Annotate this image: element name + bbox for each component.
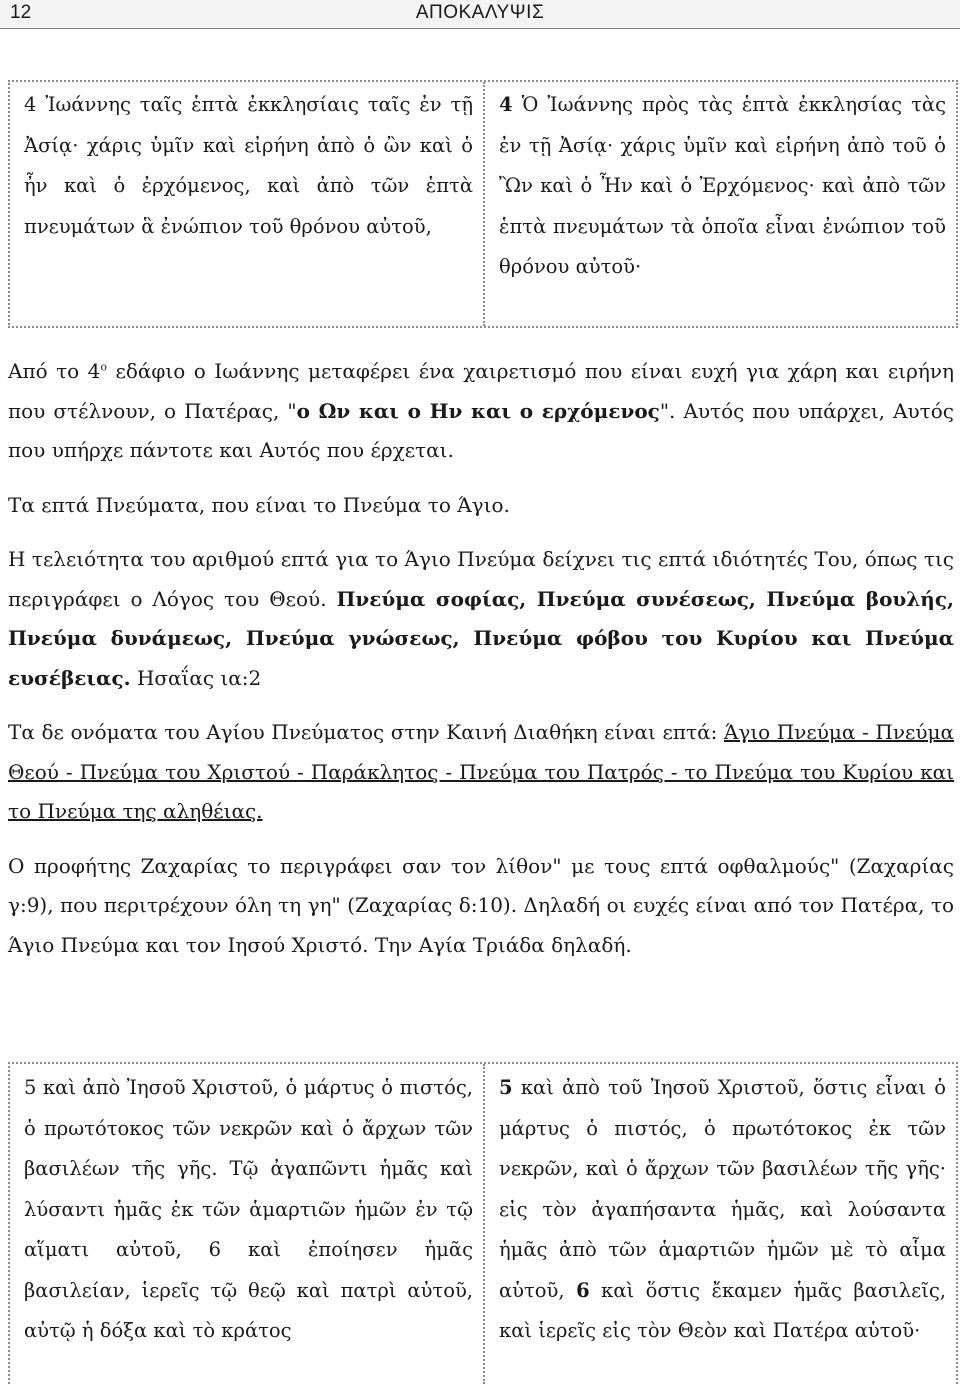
commentary-paragraph-1	[8, 352, 954, 471]
verse-number: 4	[499, 93, 513, 116]
ordinal-superscript: ο	[100, 360, 108, 374]
p1-text-a: Από το 4	[8, 359, 101, 383]
running-title: ΑΠΟΚΑΛΥΨΙΣ	[415, 2, 545, 23]
p1-text-c: ". Αυτός που υπάρχει, Αυτός που υπήρχε πάντοτε και Αυτός που έρχεται.	[8, 398, 954, 462]
p4-underlined-names: Άγιο Πνεύμα - Πνεύμα Θεού - Πνεύμα του Χριστού - Παράκλητος - Πνεύμα του Πατρός - το Πνεύμα του Κυρίου και το Πνεύμα της αληθέιας.	[8, 720, 955, 823]
verse-5-6-modern	[483, 1064, 956, 1384]
p3-reference: Ησαΐας ια:2	[130, 665, 262, 690]
commentary-paragraph-2: Τα επτά Πνεύματα, που είναι το Πνεύμα το Άγιο.	[8, 492, 510, 517]
verse-4-modern	[483, 82, 956, 326]
commentary-paragraph-3	[8, 540, 954, 698]
p3-text-a: Η τελειότητα του αριθμού επτά για το Άγιο Πνεύμα δείχνει τις επτά ιδιότητές Του, όπως τις περιγράφει ο Λόγος του Θεού.	[8, 547, 954, 611]
verse-4-modern-text: Ὁ Ἰωάννης πρὸς τὰς ἑπτὰ ἐκκλησίας τὰς ἐν τῇ Ἀσίᾳ· χάρις ὑμῖν καὶ εἰρήνη ἀπὸ τοῦ ὁ Ὢν καὶ ὁ Ἦν καὶ ὁ Ἐρχόμενος· καὶ ἀπὸ τῶν ἑπτὰ πνευμάτων τὰ ὁποῖα εἶναι ἐνώπιον τοῦ θρόνου αὐτοῦ·	[499, 93, 946, 278]
p1-bold-phrase: ο Ων και ο Ην και ο ερχόμενος	[296, 398, 660, 423]
verse-number: 6	[576, 1278, 590, 1302]
verse-4-table	[8, 80, 958, 328]
commentary	[8, 352, 954, 980]
verse-5-6-original: 5 καὶ ἀπὸ Ἰησοῦ Χριστοῦ, ὁ μάρτυς ὁ πιστός, ὁ πρωτότοκος τῶν νεκρῶν καὶ ὁ ἄρχων τῶν βασιλέων τῆς γῆς. Τῷ ἀγαπῶντι ἡμᾶς καὶ λύσαντι ἡμᾶς ἐκ τῶν ἁμαρτιῶν ἡμῶν ἐν τῷ αἵματι αὐτοῦ, 6 καὶ ἐποίησεν ἡμᾶς βασιλείαν, ἱερεῖς τῷ θεῷ καὶ πατρὶ αὐτοῦ, αὐτῷ ἡ δόξα καὶ τὸ κράτος	[24, 1076, 473, 1342]
verse-4-original: 4 Ἰωάννης ταῖς ἑπτὰ ἐκκλησίαις ταῖς ἐν τῇ Ἀσίᾳ· χάρις ὑμῖν καὶ εἰρήνη ἀπὸ ὁ ὢν καὶ ὁ ἦν καὶ ὁ ἐρχόμενος, καὶ ἀπὸ τῶν ἑπτὰ πνευμάτων ἃ ἐνώπιον τοῦ θρόνου αὐτοῦ,	[24, 93, 473, 238]
p4-text-a: Τα δε ονόματα του Αγίου Πνεύματος στην Καινή Διαθήκη είναι επτά:	[8, 720, 724, 744]
commentary-paragraph-5: Ο προφήτης Ζαχαρίας το περιγράφει σαν τον λίθον" με τους επτά οφθαλμούς" (Ζαχαρίας γ:9), που περιτρέχουν όλη τη γη" (Ζαχαρίας δ:10). Δηλαδή οι ευχές είναι από τον Πατέρα, το Άγιο Πνεύμα και τον Ιησού Χριστό. Την Αγία Τριάδα δηλαδή.	[8, 853, 954, 957]
p1-text-b: εδάφιο ο Ιωάννης μεταφέρει ένα χαιρετισμό που είναι ευχή για χάρη και ειρήνη που στέλνουν, ο Πατέρας, "	[8, 359, 954, 423]
page-header	[0, 0, 960, 29]
p3-bold-list: Πνεύμα σοφίας, Πνεύμα συνέσεως, Πνεύμα βουλής, Πνεύμα δυνάμεως, Πνεύμα γνώσεως, Πνεύμα φόβου του Κυρίου και Πνεύμα ευσέβειας.	[8, 586, 954, 690]
verse-5-modern-text: καὶ ἀπὸ τοῦ Ἰησοῦ Χριστοῦ, ὅστις εἶναι ὁ μάρτυς ὁ πιστός, ὁ πρωτότοκος ἐκ τῶν νεκρῶν, καὶ ὁ ἄρχων τῶν βασιλέων τῆς γῆς· εἰς τὸν ἀγαπήσαντα ἡμᾶς, καὶ λούσαντα ἡμᾶς ἀπὸ τῶν ἁμαρτιῶν ἡμῶν μὲ τὸ αἷμα αὑτοῦ,	[499, 1076, 946, 1302]
verse-5-6-table	[8, 1062, 958, 1384]
page-number: 12	[10, 2, 32, 23]
commentary-paragraph-4	[8, 713, 954, 832]
verse-6-modern-text: καὶ ὅστις ἔκαμεν ἡμᾶς βασιλεῖς, καὶ ἱερεῖς εἰς τὸν Θεὸν καὶ Πατέρα αὑτοῦ·	[499, 1278, 946, 1342]
verse-number: 5	[499, 1076, 513, 1099]
